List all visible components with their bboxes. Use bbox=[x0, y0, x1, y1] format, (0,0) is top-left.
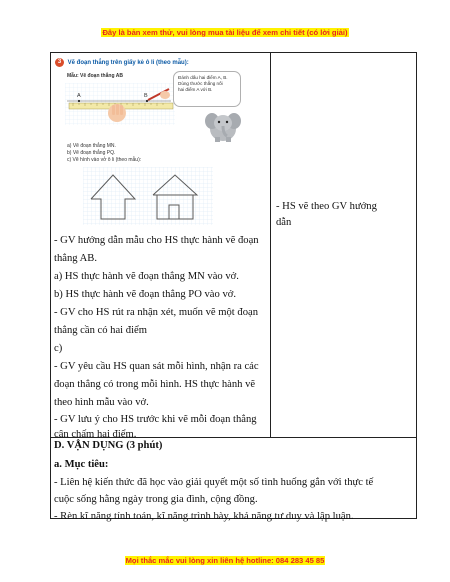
teacher-line: - GV yêu cầu HS quan sát mỗi hình, nhận ra các bbox=[54, 361, 259, 372]
top-banner-text: Đây là bản xem thử, vui lòng mua tài liệu để xem chi tiết (có lời giải) bbox=[102, 28, 348, 37]
ruler-illustration bbox=[65, 83, 175, 125]
point-b-label: B bbox=[144, 93, 148, 99]
top-banner bbox=[0, 28, 450, 37]
teacher-line: - GV hướng dẫn mẫu cho HS thực hành vẽ đoạn bbox=[54, 235, 259, 246]
teacher-line: cân chấm hai điểm. bbox=[54, 429, 137, 440]
house-drawings bbox=[83, 167, 213, 225]
task-c: c) Vẽ hình vào vở ô li (theo mẫu): bbox=[67, 157, 142, 163]
hint-bubble bbox=[173, 71, 241, 107]
task-a: a) Vẽ đoạn thẳng MN. bbox=[67, 143, 116, 149]
exercise-heading bbox=[55, 58, 255, 69]
point-a-label: A bbox=[77, 93, 81, 99]
student-line: - HS vẽ theo GV hướng bbox=[276, 201, 377, 212]
exercise-number: 3 bbox=[55, 58, 64, 67]
teacher-line: - GV lưu ý cho HS trước khi vẽ mỗi đoạn thẳng bbox=[54, 414, 257, 425]
exercise-heading-text: Vẽ đoạn thẳng trên giấy kẻ ô li (theo mẫu): bbox=[67, 60, 189, 67]
section-title: D. VẬN DỤNG (3 phút) bbox=[54, 440, 163, 451]
objective-line: - Liên hệ kiến thức đã học vào giải quyết một số tình huống gắn với thực tế bbox=[54, 477, 374, 488]
task-b: b) Vẽ đoạn thẳng PQ. bbox=[67, 150, 116, 156]
textbook-excerpt bbox=[55, 55, 268, 225]
column-divider bbox=[270, 52, 271, 437]
hint-line: Dùng thước thẳng nối bbox=[178, 81, 223, 86]
teacher-line: thẳng cần có hai điểm bbox=[54, 325, 147, 336]
student-line: dẫn bbox=[276, 217, 292, 228]
bottom-banner-text: Mọi thắc mắc vui lòng xin liên hệ hotline: 084 283 45 85 bbox=[125, 556, 325, 565]
teacher-line: a) HS thực hành vẽ đoạn thẳng MN vào vở. bbox=[54, 271, 239, 282]
hint-line: hai điểm A với B. bbox=[178, 87, 213, 92]
elephant-mascot-icon bbox=[203, 107, 243, 143]
teacher-line: thẳng AB. bbox=[54, 253, 97, 264]
teacher-line: - GV cho HS rút ra nhận xét, muốn vẽ một đoạn bbox=[54, 307, 258, 318]
objective-title: a. Mục tiêu: bbox=[54, 459, 109, 470]
objective-line: - Rèn kĩ năng tính toán, kĩ năng trình bày, khả năng tư duy và lập luận. bbox=[54, 511, 354, 522]
teacher-line: theo hình mẫu vào vở. bbox=[54, 397, 149, 408]
sample-label: Mẫu: Vẽ đoạn thẳng AB bbox=[67, 73, 123, 79]
hint-line: Đánh dấu hai điểm A, B. bbox=[178, 75, 228, 80]
objective-line: cuộc sống hằng ngày trong gia đình, cộng đồng. bbox=[54, 494, 258, 505]
teacher-line: b) HS thực hành vẽ đoạn thẳng PO vào vở. bbox=[54, 289, 236, 300]
bottom-banner bbox=[0, 556, 450, 565]
teacher-line: đoạn thẳng có trong mỗi hình. HS thực hành vẽ bbox=[54, 379, 256, 390]
teacher-line: c) bbox=[54, 343, 63, 354]
